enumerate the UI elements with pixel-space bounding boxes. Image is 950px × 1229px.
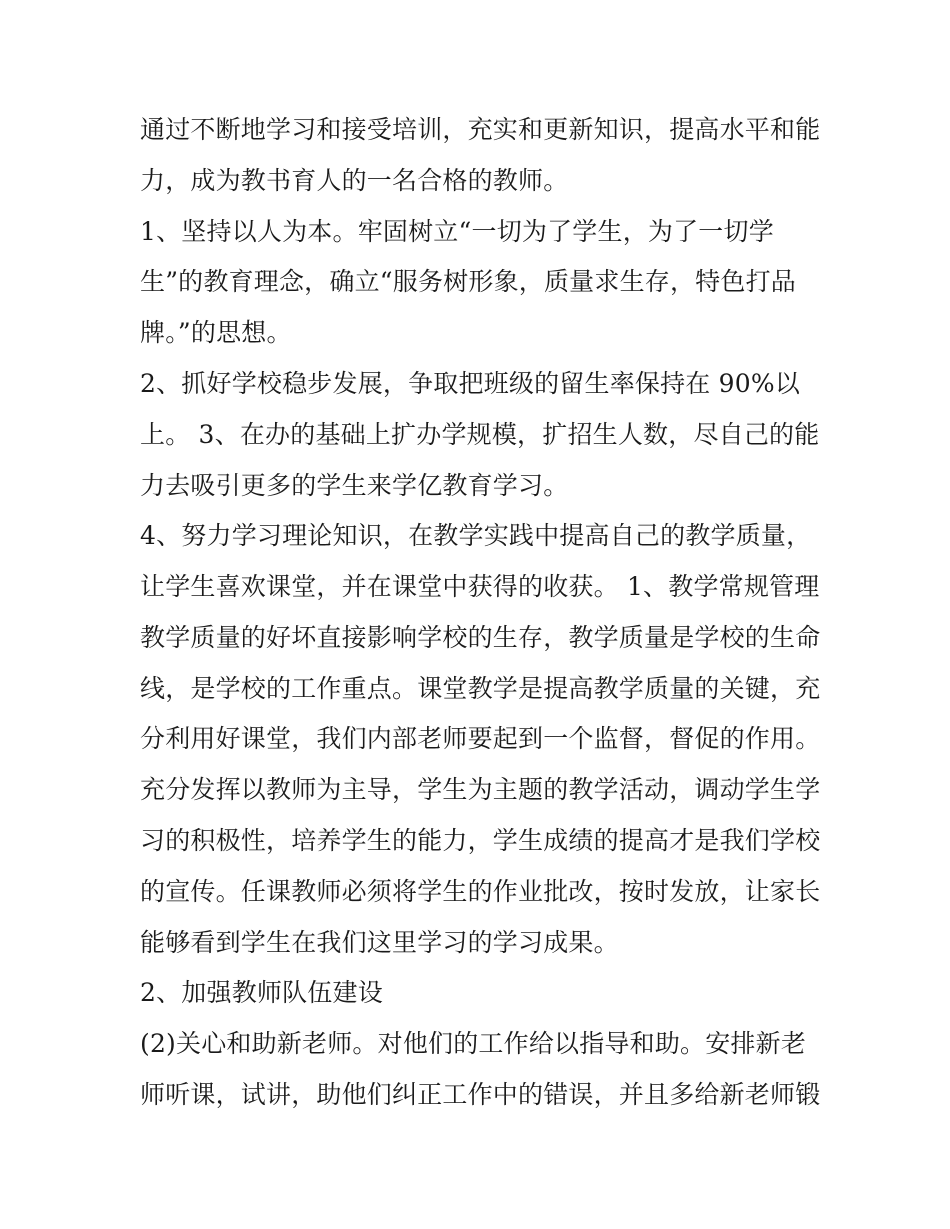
text-line: 习的积极性，培养学生的能力，学生成绩的提高才是我们学校 [140, 826, 821, 855]
text-line: 生”的教育理念，确立“服务树形象，质量求生存，特色打品 [140, 267, 796, 296]
text-line: 牌。”的思想。 [140, 318, 292, 347]
text-line: 教学质量的好坏直接影响学校的生存，教学质量是学校的生命 [140, 623, 821, 652]
text-line: 充分发挥以教师为主导，学生为主题的教学活动，调动学生学 [140, 775, 821, 804]
text-line: 2、抓好学校稳步发展，争取把班级的留生率保持在 90%以 [140, 369, 801, 398]
text-line: 分利用好课堂，我们内部老师要起到一个监督，督促的作用。 [140, 724, 821, 753]
text-line: 4、努力学习理论知识，在教学实践中提高自己的教学质量， [140, 521, 812, 550]
text-line: 力去吸引更多的学生来学亿教育学习。 [140, 471, 569, 500]
text-line: 让学生喜欢课堂，并在课堂中获得的收获。 1、教学常规管理 [140, 572, 820, 601]
text-line: (2)关心和助新老师。对他们的工作给以指导和助。安排新老 [140, 1029, 807, 1058]
text-line: 能够看到学生在我们这里学习的学习成果。 [140, 928, 619, 957]
text-line: 师听课，试讲，助他们纠正工作中的错误，并且多给新老师锻 [140, 1080, 821, 1109]
text-line: 1、坚持以人为本。牢固树立“一切为了学生，为了一切学 [140, 217, 774, 246]
section-heading: 2、加强教师队伍建设 [140, 978, 383, 1007]
text-line: 力，成为教书育人的一名合格的教师。 [140, 166, 569, 195]
text-line: 通过不断地学习和接受培训，充实和更新知识，提高水平和能 [140, 115, 821, 144]
text-line: 上。 3、在办的基础上扩办学规模，扩招生人数，尽自己的能 [140, 420, 820, 449]
text-line: 线，是学校的工作重点。课堂教学是提高教学质量的关键，充 [140, 674, 821, 703]
text-line: 的宣传。任课教师必须将学生的作业批改，按时发放，让家长 [140, 877, 821, 906]
